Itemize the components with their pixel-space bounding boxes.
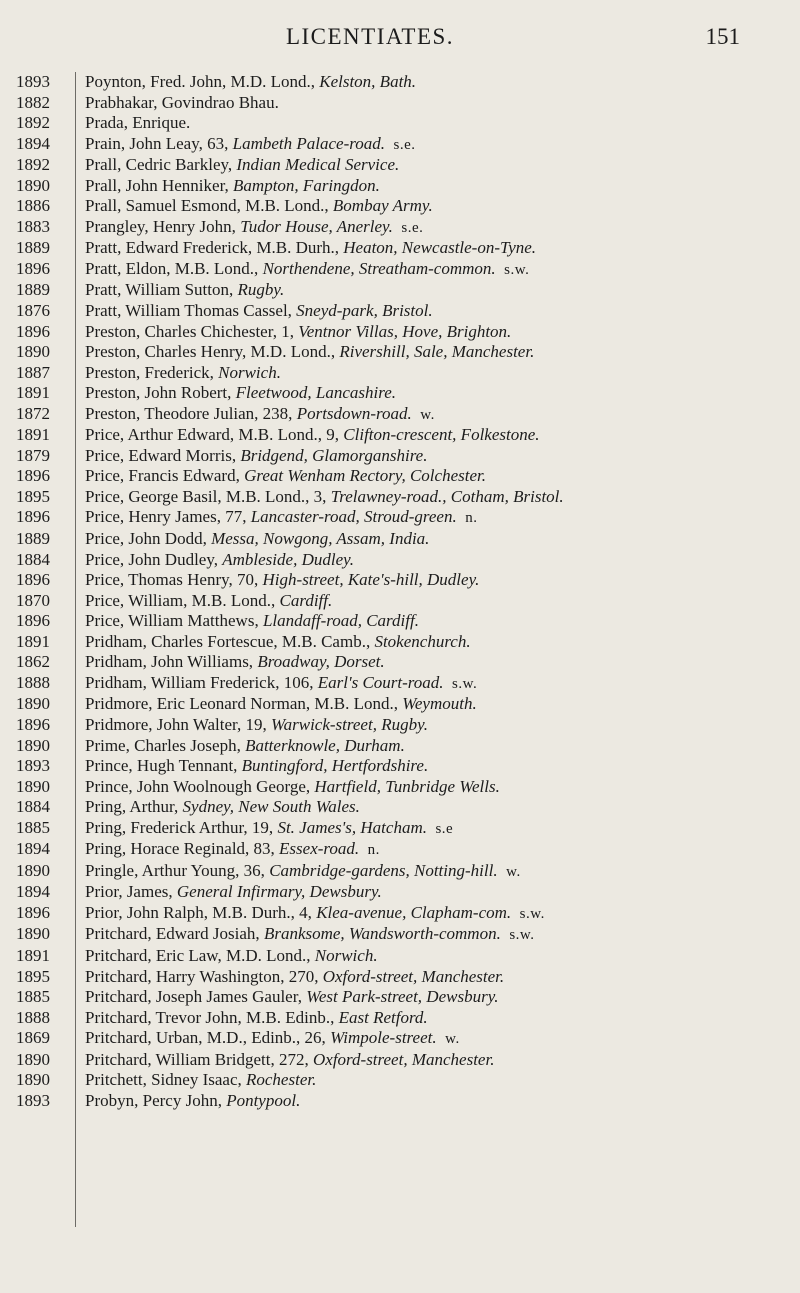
list-item	[0, 217, 800, 239]
entry-name: Price, Henry James, 77,	[85, 507, 251, 527]
entry-address: Indian Medical Service.	[236, 155, 400, 175]
entry-address: Ambleside, Dudley.	[222, 549, 354, 569]
list-item	[0, 487, 800, 508]
entry-text	[85, 93, 750, 114]
entry-name: Poynton, Fred. John, M.D. Lond.,	[85, 72, 320, 91]
list-item	[0, 987, 800, 1008]
entry-year: 1888	[16, 1007, 50, 1027]
entry-text	[85, 903, 750, 925]
entry-year: 1889	[16, 280, 50, 300]
entry-year: 1886	[16, 196, 50, 216]
entry-name: Prall, John Henniker,	[85, 175, 234, 195]
entry-text	[85, 301, 750, 322]
list-item	[0, 507, 800, 529]
entry-year: 1890	[16, 694, 50, 714]
entry-address: High-street, Kate's-hill, Dudley.	[262, 570, 480, 590]
entry-postal-district: s.e	[435, 820, 454, 837]
entry-text	[85, 363, 750, 384]
entry-year: 1890	[16, 860, 50, 880]
list-item	[0, 238, 800, 259]
entry-name: Pratt, Edward Frederick, M.B. Durh.,	[85, 238, 344, 258]
entry-address: West Park-street, Dewsbury.	[306, 987, 499, 1007]
list-item	[0, 466, 800, 487]
entry-name: Pring, Frederick Arthur, 19,	[85, 817, 278, 837]
entry-address: Fleetwood, Lancashire.	[235, 383, 397, 403]
entry-address: Warwick-street, Rugby.	[271, 714, 428, 734]
entry-year: 1895	[16, 966, 50, 986]
entry-text	[85, 342, 750, 363]
entry-year: 1876	[16, 301, 50, 321]
list-item	[0, 342, 800, 363]
entry-text	[85, 632, 750, 653]
entry-text	[85, 611, 750, 632]
entry-text	[85, 1070, 750, 1091]
entry-address: Broadway, Dorset.	[257, 652, 385, 672]
entry-year: 1896	[16, 714, 50, 734]
entry-text	[85, 756, 750, 777]
entry-year: 1896	[16, 570, 50, 590]
entry-address: Klea-avenue, Clapham-com.	[316, 902, 512, 922]
page-header	[0, 24, 800, 54]
entry-year: 1896	[16, 611, 50, 631]
entry-address: Branksome, Wandsworth-common.	[263, 924, 501, 944]
entry-name: Prall, Cedric Barkley,	[85, 155, 237, 175]
list-item	[0, 1050, 800, 1071]
entry-text	[85, 322, 750, 343]
entry-address: Rugby.	[237, 280, 285, 300]
entry-text	[85, 487, 750, 508]
entry-address: Lambeth Palace-road.	[232, 133, 385, 153]
list-item	[0, 446, 800, 467]
entry-address: Weymouth.	[402, 694, 477, 714]
entry-year: 1883	[16, 216, 50, 236]
entry-year: 1896	[16, 507, 50, 527]
entry-address: Essex-road.	[279, 839, 360, 859]
entry-text	[85, 404, 750, 426]
entry-text	[85, 924, 750, 946]
list-item	[0, 903, 800, 925]
list-item	[0, 383, 800, 404]
entry-year: 1890	[16, 735, 50, 755]
entry-name: Preston, Charles Chichester, 1,	[85, 321, 299, 341]
entry-address: Heaton, Newcastle-on-Tyne.	[343, 238, 537, 258]
list-item	[0, 322, 800, 343]
entry-year: 1893	[16, 72, 50, 91]
list-item	[0, 694, 800, 715]
entry-address: Cardiff.	[279, 590, 333, 610]
entry-name: Price, William Matthews,	[85, 611, 263, 631]
entry-year: 1892	[16, 155, 50, 175]
entry-name: Prior, James,	[85, 882, 177, 902]
entry-text	[85, 1008, 750, 1029]
list-item	[0, 1028, 800, 1050]
page-number: 151	[705, 24, 740, 49]
entry-name: Price, Arthur Edward, M.B. Lond., 9,	[85, 425, 344, 445]
entry-year: 1894	[16, 882, 50, 902]
list-item	[0, 611, 800, 632]
entry-text	[85, 1091, 750, 1112]
entry-name: Pridham, William Frederick, 106,	[85, 672, 318, 692]
entry-address: Clifton-crescent, Folkestone.	[343, 425, 540, 445]
entry-year: 1889	[16, 238, 50, 258]
list-item	[0, 591, 800, 612]
list-item	[0, 882, 800, 903]
entry-address: Tudor House, Anerley.	[240, 216, 393, 236]
entry-address: Bridgend, Glamorganshire.	[240, 445, 428, 465]
entry-year: 1895	[16, 486, 50, 506]
entry-name: Pridham, John Williams,	[85, 652, 258, 672]
entry-year: 1890	[16, 1070, 50, 1090]
entry-text	[85, 777, 750, 798]
entry-year: 1893	[16, 1090, 50, 1110]
entry-name: Preston, Frederick,	[85, 362, 219, 382]
list-item	[0, 93, 800, 114]
entry-name: Pritchard, Trevor John, M.B. Edinb.,	[85, 1007, 339, 1027]
entry-text	[85, 715, 750, 736]
entry-text	[85, 550, 750, 571]
list-item	[0, 632, 800, 653]
list-item	[0, 1070, 800, 1091]
entry-year: 1885	[16, 987, 50, 1007]
entry-address: Lancaster-road, Stroud-green.	[250, 507, 457, 527]
entry-year: 1891	[16, 425, 50, 445]
entry-name: Prince, John Woolnough George,	[85, 776, 315, 796]
entry-name: Price, William, M.B. Lond.,	[85, 590, 280, 610]
entry-year: 1896	[16, 466, 50, 486]
entry-postal-district: s.w.	[509, 927, 535, 944]
entry-year: 1894	[16, 133, 50, 153]
entry-text	[85, 155, 750, 176]
entry-text	[85, 882, 750, 903]
list-item	[0, 777, 800, 798]
list-item	[0, 259, 800, 281]
entry-address: St. James's, Hatcham.	[277, 817, 427, 837]
entry-address: Wimpole-street.	[330, 1028, 437, 1048]
entry-address: Llandaff-road, Cardiff.	[262, 611, 419, 631]
entry-name: Pritchard, Joseph James Gauler,	[85, 987, 307, 1007]
entry-text	[85, 673, 750, 695]
entry-address: Sneyd-park, Bristol.	[296, 301, 433, 321]
entry-year: 1887	[16, 362, 50, 382]
entry-name: Price, John Dudley,	[85, 549, 223, 569]
entry-year: 1891	[16, 945, 50, 965]
list-item	[0, 363, 800, 384]
entry-year: 1884	[16, 797, 50, 817]
entry-name: Pridham, Charles Fortescue, M.B. Camb.,	[85, 631, 375, 651]
entry-address: Bampton, Faringdon.	[233, 175, 380, 195]
entry-text	[85, 134, 750, 156]
entry-year: 1893	[16, 756, 50, 776]
entry-year: 1892	[16, 113, 50, 133]
entry-name: Prince, Hugh Tennant,	[85, 756, 242, 776]
entry-year: 1896	[16, 258, 50, 278]
list-item	[0, 280, 800, 301]
entry-year: 1890	[16, 1049, 50, 1069]
entry-text	[85, 176, 750, 197]
list-item	[0, 967, 800, 988]
list-item	[0, 301, 800, 322]
entry-name: Pritchard, Harry Washington, 270,	[85, 966, 323, 986]
list-item	[0, 134, 800, 156]
entry-year: 1894	[16, 839, 50, 859]
entry-year: 1882	[16, 92, 50, 112]
entry-text	[85, 446, 750, 467]
list-item	[0, 1008, 800, 1029]
entry-year: 1890	[16, 342, 50, 362]
entry-address: Rivershill, Sale, Manchester.	[339, 342, 535, 362]
entry-name: Pritchard, Eric Law, M.D. Lond.,	[85, 945, 315, 965]
entry-year: 1890	[16, 924, 50, 944]
entry-name: Prain, John Leay, 63,	[85, 133, 233, 153]
list-item	[0, 404, 800, 426]
entry-address: Pontypool.	[226, 1090, 301, 1110]
list-item	[0, 196, 800, 217]
entry-postal-district: w.	[445, 1031, 460, 1048]
entry-address: Kelston, Bath.	[319, 72, 417, 91]
entry-text	[85, 383, 750, 404]
entry-address: Great Wenham Rectory, Colchester.	[244, 466, 486, 486]
entry-text	[85, 529, 750, 550]
entry-text	[85, 652, 750, 673]
list-item	[0, 113, 800, 134]
entry-address: Oxford-street, Manchester.	[313, 1049, 495, 1069]
list-item	[0, 756, 800, 777]
list-item	[0, 818, 800, 840]
entry-postal-district: n.	[367, 842, 380, 859]
entry-address: East Retford.	[338, 1007, 428, 1027]
list-item	[0, 797, 800, 818]
entry-text	[85, 839, 750, 861]
entry-text	[85, 238, 750, 259]
entry-address: Trelawney-road., Cotham, Bristol.	[330, 486, 564, 506]
entry-name: Pringle, Arthur Young, 36,	[85, 860, 270, 880]
entry-year: 1862	[16, 652, 50, 672]
entry-address: Hartfield, Tunbridge Wells.	[314, 776, 500, 796]
entry-postal-district: s.w.	[452, 675, 478, 692]
entry-name: Preston, Theodore Julian, 238,	[85, 403, 297, 423]
running-title: LICENTIATES.	[285, 24, 455, 49]
entry-name: Preston, John Robert,	[85, 383, 236, 403]
entry-address: Norwich.	[218, 362, 281, 382]
entry-year: 1884	[16, 549, 50, 569]
entry-postal-district: s.w.	[504, 261, 530, 278]
entry-address: Batterknowle, Durham.	[245, 735, 405, 755]
entry-text	[85, 694, 750, 715]
entry-name: Prabhakar, Govindrao Bhau.	[85, 92, 279, 112]
entry-name: Pring, Horace Reginald, 83,	[85, 839, 280, 859]
entry-address: Bombay Army.	[332, 196, 433, 216]
entry-year: 1870	[16, 590, 50, 610]
entry-text	[85, 1050, 750, 1071]
entry-postal-district: w.	[420, 406, 435, 423]
entry-name: Pritchett, Sidney Isaac,	[85, 1070, 246, 1090]
entry-text	[85, 797, 750, 818]
list-item	[0, 550, 800, 571]
entry-address: Messa, Nowgong, Assam, India.	[211, 529, 430, 549]
entry-name: Preston, Charles Henry, M.D. Lond.,	[85, 342, 340, 362]
entry-address: Norwich.	[314, 945, 378, 965]
entry-postal-district: s.e.	[401, 219, 424, 236]
entry-name: Prada, Enrique.	[85, 113, 191, 133]
entry-name: Pridmore, John Walter, 19,	[85, 714, 272, 734]
entry-name: Pratt, William Thomas Cassel,	[85, 301, 297, 321]
list-item	[0, 861, 800, 883]
entry-address: Buntingford, Hertfordshire.	[241, 756, 429, 776]
entry-year: 1869	[16, 1028, 50, 1048]
entry-year: 1879	[16, 445, 50, 465]
entry-address: Ventnor Villas, Hove, Brighton.	[298, 321, 512, 341]
entry-text	[85, 507, 750, 529]
entry-name: Pritchard, Edward Josiah,	[85, 924, 264, 944]
entry-text	[85, 466, 750, 487]
entry-text	[85, 736, 750, 757]
entry-address: Cambridge-gardens, Notting-hill.	[269, 860, 498, 880]
entry-address: General Infirmary, Dewsbury.	[176, 882, 382, 902]
list-item	[0, 736, 800, 757]
entry-year: 1890	[16, 776, 50, 796]
entry-name: Prior, John Ralph, M.B. Durh., 4,	[85, 902, 317, 922]
entry-text	[85, 217, 750, 239]
entry-postal-district: n.	[465, 510, 478, 527]
entry-year: 1889	[16, 529, 50, 549]
list-item	[0, 72, 800, 93]
entry-name: Price, Edward Morris,	[85, 445, 241, 465]
entry-text	[85, 196, 750, 217]
entry-address: Northendene, Streatham-common.	[262, 258, 496, 278]
entry-postal-district: s.e.	[393, 136, 416, 153]
entry-text	[85, 591, 750, 612]
entry-address: Earl's Court-road.	[317, 672, 444, 692]
list-item	[0, 652, 800, 673]
list-item	[0, 529, 800, 550]
entry-postal-district: w.	[506, 863, 521, 880]
entry-year: 1885	[16, 817, 50, 837]
entry-name: Price, Thomas Henry, 70,	[85, 570, 263, 590]
entry-address: Stokenchurch.	[374, 631, 471, 651]
entry-text	[85, 987, 750, 1008]
list-item	[0, 1091, 800, 1112]
entry-text	[85, 113, 750, 134]
entry-text	[85, 946, 750, 967]
entry-address: Oxford-street, Manchester.	[322, 966, 505, 986]
list-item	[0, 715, 800, 736]
list-item	[0, 176, 800, 197]
entry-name: Pring, Arthur,	[85, 797, 183, 817]
entry-name: Pratt, Eldon, M.B. Lond.,	[85, 258, 263, 278]
entry-year: 1896	[16, 902, 50, 922]
entry-year: 1888	[16, 672, 50, 692]
list-item	[0, 570, 800, 591]
entry-year: 1891	[16, 631, 50, 651]
entry-text	[85, 280, 750, 301]
list-item	[0, 946, 800, 967]
licentiates-list	[0, 72, 800, 1111]
list-item	[0, 924, 800, 946]
entry-name: Prime, Charles Joseph,	[85, 735, 246, 755]
entry-name: Price, John Dodd,	[85, 529, 212, 549]
entry-text	[85, 425, 750, 446]
entry-year: 1890	[16, 175, 50, 195]
entry-text	[85, 259, 750, 281]
list-item	[0, 425, 800, 446]
list-item	[0, 673, 800, 695]
entry-name: Pritchard, Urban, M.D., Edinb., 26,	[85, 1028, 331, 1048]
list-item	[0, 155, 800, 176]
entry-name: Price, Francis Edward,	[85, 466, 245, 486]
entry-text	[85, 1028, 750, 1050]
entry-name: Pridmore, Eric Leonard Norman, M.B. Lond.,	[85, 694, 403, 714]
entry-year: 1891	[16, 383, 50, 403]
entry-name: Pratt, William Sutton,	[85, 280, 238, 300]
entry-address: Sydney, New South Wales.	[182, 797, 360, 817]
entry-name: Prangley, Henry John,	[85, 216, 241, 236]
entry-text	[85, 72, 750, 93]
entry-text	[85, 570, 750, 591]
entry-address: Portsdown-road.	[296, 403, 412, 423]
entry-address: Rochester.	[246, 1070, 317, 1090]
entry-name: Price, George Basil, M.B. Lond., 3,	[85, 486, 331, 506]
entry-name: Prall, Samuel Esmond, M.B. Lond.,	[85, 196, 333, 216]
entry-text	[85, 861, 750, 883]
entry-year: 1872	[16, 403, 50, 423]
entry-text	[85, 967, 750, 988]
entry-name: Probyn, Percy John,	[85, 1090, 227, 1110]
entry-text	[85, 818, 750, 840]
list-item	[0, 839, 800, 861]
entry-name: Pritchard, William Bridgett, 272,	[85, 1049, 313, 1069]
entry-postal-district: s.w.	[519, 905, 545, 922]
entry-year: 1896	[16, 321, 50, 341]
